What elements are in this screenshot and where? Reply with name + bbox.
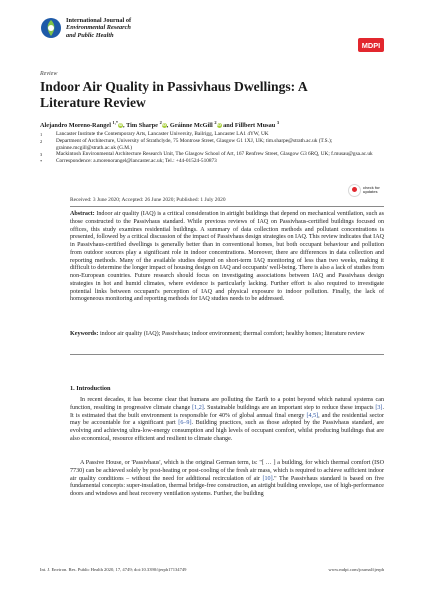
publication-dates: Received: 3 June 2020; Accepted: 26 June 2020; Published: 1 July 2020 (70, 197, 226, 203)
article-title: Indoor Air Quality in Passivhaus Dwellings: A Literature Review (40, 79, 307, 110)
author-name: Alejandro Moreno-Rangel (40, 122, 113, 130)
affiliation-mark: 1 (40, 131, 43, 137)
article-type: Review (40, 71, 58, 77)
author-list (40, 119, 390, 130)
footer-citation: Int. J. Environ. Res. Public Health 2020, 17, 4749; doi:10.3390/ijerph17134749 (40, 567, 187, 572)
affiliation-mark: * (40, 158, 43, 164)
affiliation-mark: 2 (40, 138, 43, 144)
author-name: Fillbert Musau (234, 122, 277, 130)
journal-name-line1: International Journal of (66, 17, 132, 24)
divider (70, 354, 384, 355)
author-affiliation-mark: 2 (159, 120, 162, 125)
citation-link[interactable]: [3] (375, 404, 383, 411)
paragraph-text: A Passive House, or 'Passivhaus', which is the original German term, is: "[ … ] a building, for which thermal comfort (ISO 7730) can be achieved solely by post-heating or post-cooling of the fresh air mass, which is required to achieve sufficient indoor air quality conditions – without the need for additional recirculation of air (70, 460, 384, 482)
affiliation-text: Lancaster Institute the Contemporary Arts, Lancaster University, Bailrigg, Lancaster LA1 4YW, UK (56, 131, 269, 137)
affiliation-row (40, 138, 390, 151)
abstract-text: Indoor air quality (IAQ) is a critical consideration in airtight buildings that depend on mechanical ventilation, such as those constructed to the Passivhaus standard. While previous reviews of IAQ on Passivhaus-certified buildings focused on offices, this study examines residential buildings. A summary of data collection methods and pollutant concentrations is presented, followed by a critical discussion of the impact of Passivhaus design strategies on IAQ. This review indicates that IAQ in Passivhaus-certified dwellings is generally better than in conventional homes, but both occupant behaviour and pollution from outdoor sources play a significant role in indoor concentrations. Moreover, there are differences in data collection and reporting methods. Many of the available studies depend on short-term IAQ monitoring of less than two weeks, making it difficult to determine the longer impact of housing design on IAQ and occupants' well-being. There is also a lack of studies from non-European countries. Future research should focus on investigating associations between IAQ and Passivhaus design strategies in hot and humid climates, where evidence is particularly lacking. Further effort is also required to investigate potential links between occupant's perception of IAQ and physical exposure to indoor pollution. Finally, the lack of homogeneous monitoring and reporting methods for IAQ studies needs to be addressed. (70, 211, 384, 303)
affiliation-text: Mackintosh Environmental Architecture Research Unit, The Glasgow School of Art, 167 Renfrew Street, Glasgow G3 6RQ, UK; f.musau@gsa.ac.uk (56, 151, 373, 158)
author-separator: and (221, 122, 235, 130)
abstract (70, 211, 384, 304)
affiliation-row (40, 151, 390, 158)
footer-url[interactable]: www.mdpi.com/journal/ijerph (328, 567, 384, 572)
affiliation-text: Correspondence: a.morenorangel@lancaster.ac.uk; Tel.: +44-01524-510873 (56, 158, 217, 165)
section-heading: 1. Introduction (70, 385, 111, 392)
author-separator: , (166, 122, 170, 130)
paragraph-text: ." The Passivhaus standard is based on five fundamental concepts: super-insulation, thermal bridge-free construction, an airtight building envelope, use of high-performance doors and windows and heat recovery ventilation systems. Further, the building (70, 475, 385, 497)
check-updates-label: check for updates (363, 185, 380, 194)
affiliations (40, 131, 390, 165)
citation-link[interactable]: [6–9] (178, 420, 192, 427)
paragraph-text: , and the residential sector may be accountable for a significant part (70, 412, 384, 427)
abstract-label: Abstract: (70, 211, 95, 217)
citation-link[interactable]: [4,5] (306, 412, 319, 419)
author-affiliation-mark: 3 (276, 120, 280, 125)
author-name: Tim Sharpe (126, 122, 160, 130)
check-updates-icon (348, 184, 361, 197)
divider (70, 206, 384, 207)
author-affiliation-mark: 2 (214, 120, 217, 125)
journal-name (66, 17, 131, 39)
keywords (70, 331, 384, 339)
svg-text:MDPI: MDPI (361, 41, 381, 50)
orcid-icon[interactable]: iD (162, 123, 167, 128)
orcid-icon[interactable]: iD (118, 123, 123, 128)
citation-link[interactable]: [10] (262, 475, 273, 482)
journal-logo (40, 16, 62, 40)
check-for-updates-badge[interactable] (348, 180, 384, 200)
affiliation-row (40, 158, 390, 165)
intro-paragraph-2 (70, 460, 384, 499)
affiliation-text: Department of Architecture, University of Strathclyde, 75 Montrose Street, Glasgow G1 1XJ, UK; tim.sharpe@strath.ac.uk (T.S.); grainne.mcgill@strath.ac.uk (G.M.) (56, 138, 333, 151)
orcid-icon[interactable]: iD (217, 123, 221, 128)
keywords-text: indoor air quality (IAQ); Passivhaus; indoor environment; thermal comfort; healthy homes; literature review (99, 331, 365, 337)
paragraph-text: . Building practices, such as those adopted by the Passivhaus standard, are evolving and achieving ultra-low-energy consumption and high levels of occupant comfort, whilst producing buildings that are also economical, resource efficient and resilient to climate change. (70, 420, 385, 442)
paragraph-text: . It is estimated that the built environment is responsible for 40% of global annual final energy (70, 404, 384, 419)
journal-name-line2: Environmental Research (66, 24, 131, 32)
keywords-label: Keywords: (70, 331, 99, 337)
author-separator: , (123, 122, 127, 130)
paragraph-text: In recent decades, it has become clear that humans are polluting the Earth to a point beyond which natural systems can function, resulting in progressive climate change (70, 397, 384, 411)
intro-paragraph-1 (70, 397, 384, 444)
author-name: Gráinne McGill (169, 122, 215, 130)
citation-link[interactable]: [1,2] (192, 404, 204, 411)
affiliation-mark: 3 (40, 151, 43, 157)
journal-name-line3: and Public Health (66, 31, 114, 39)
paragraph-text: . Sustainable buildings are an important step to reduce these impacts (203, 404, 376, 411)
mdpi-logo (358, 38, 384, 52)
author-affiliation-mark: 1,* (112, 120, 119, 125)
